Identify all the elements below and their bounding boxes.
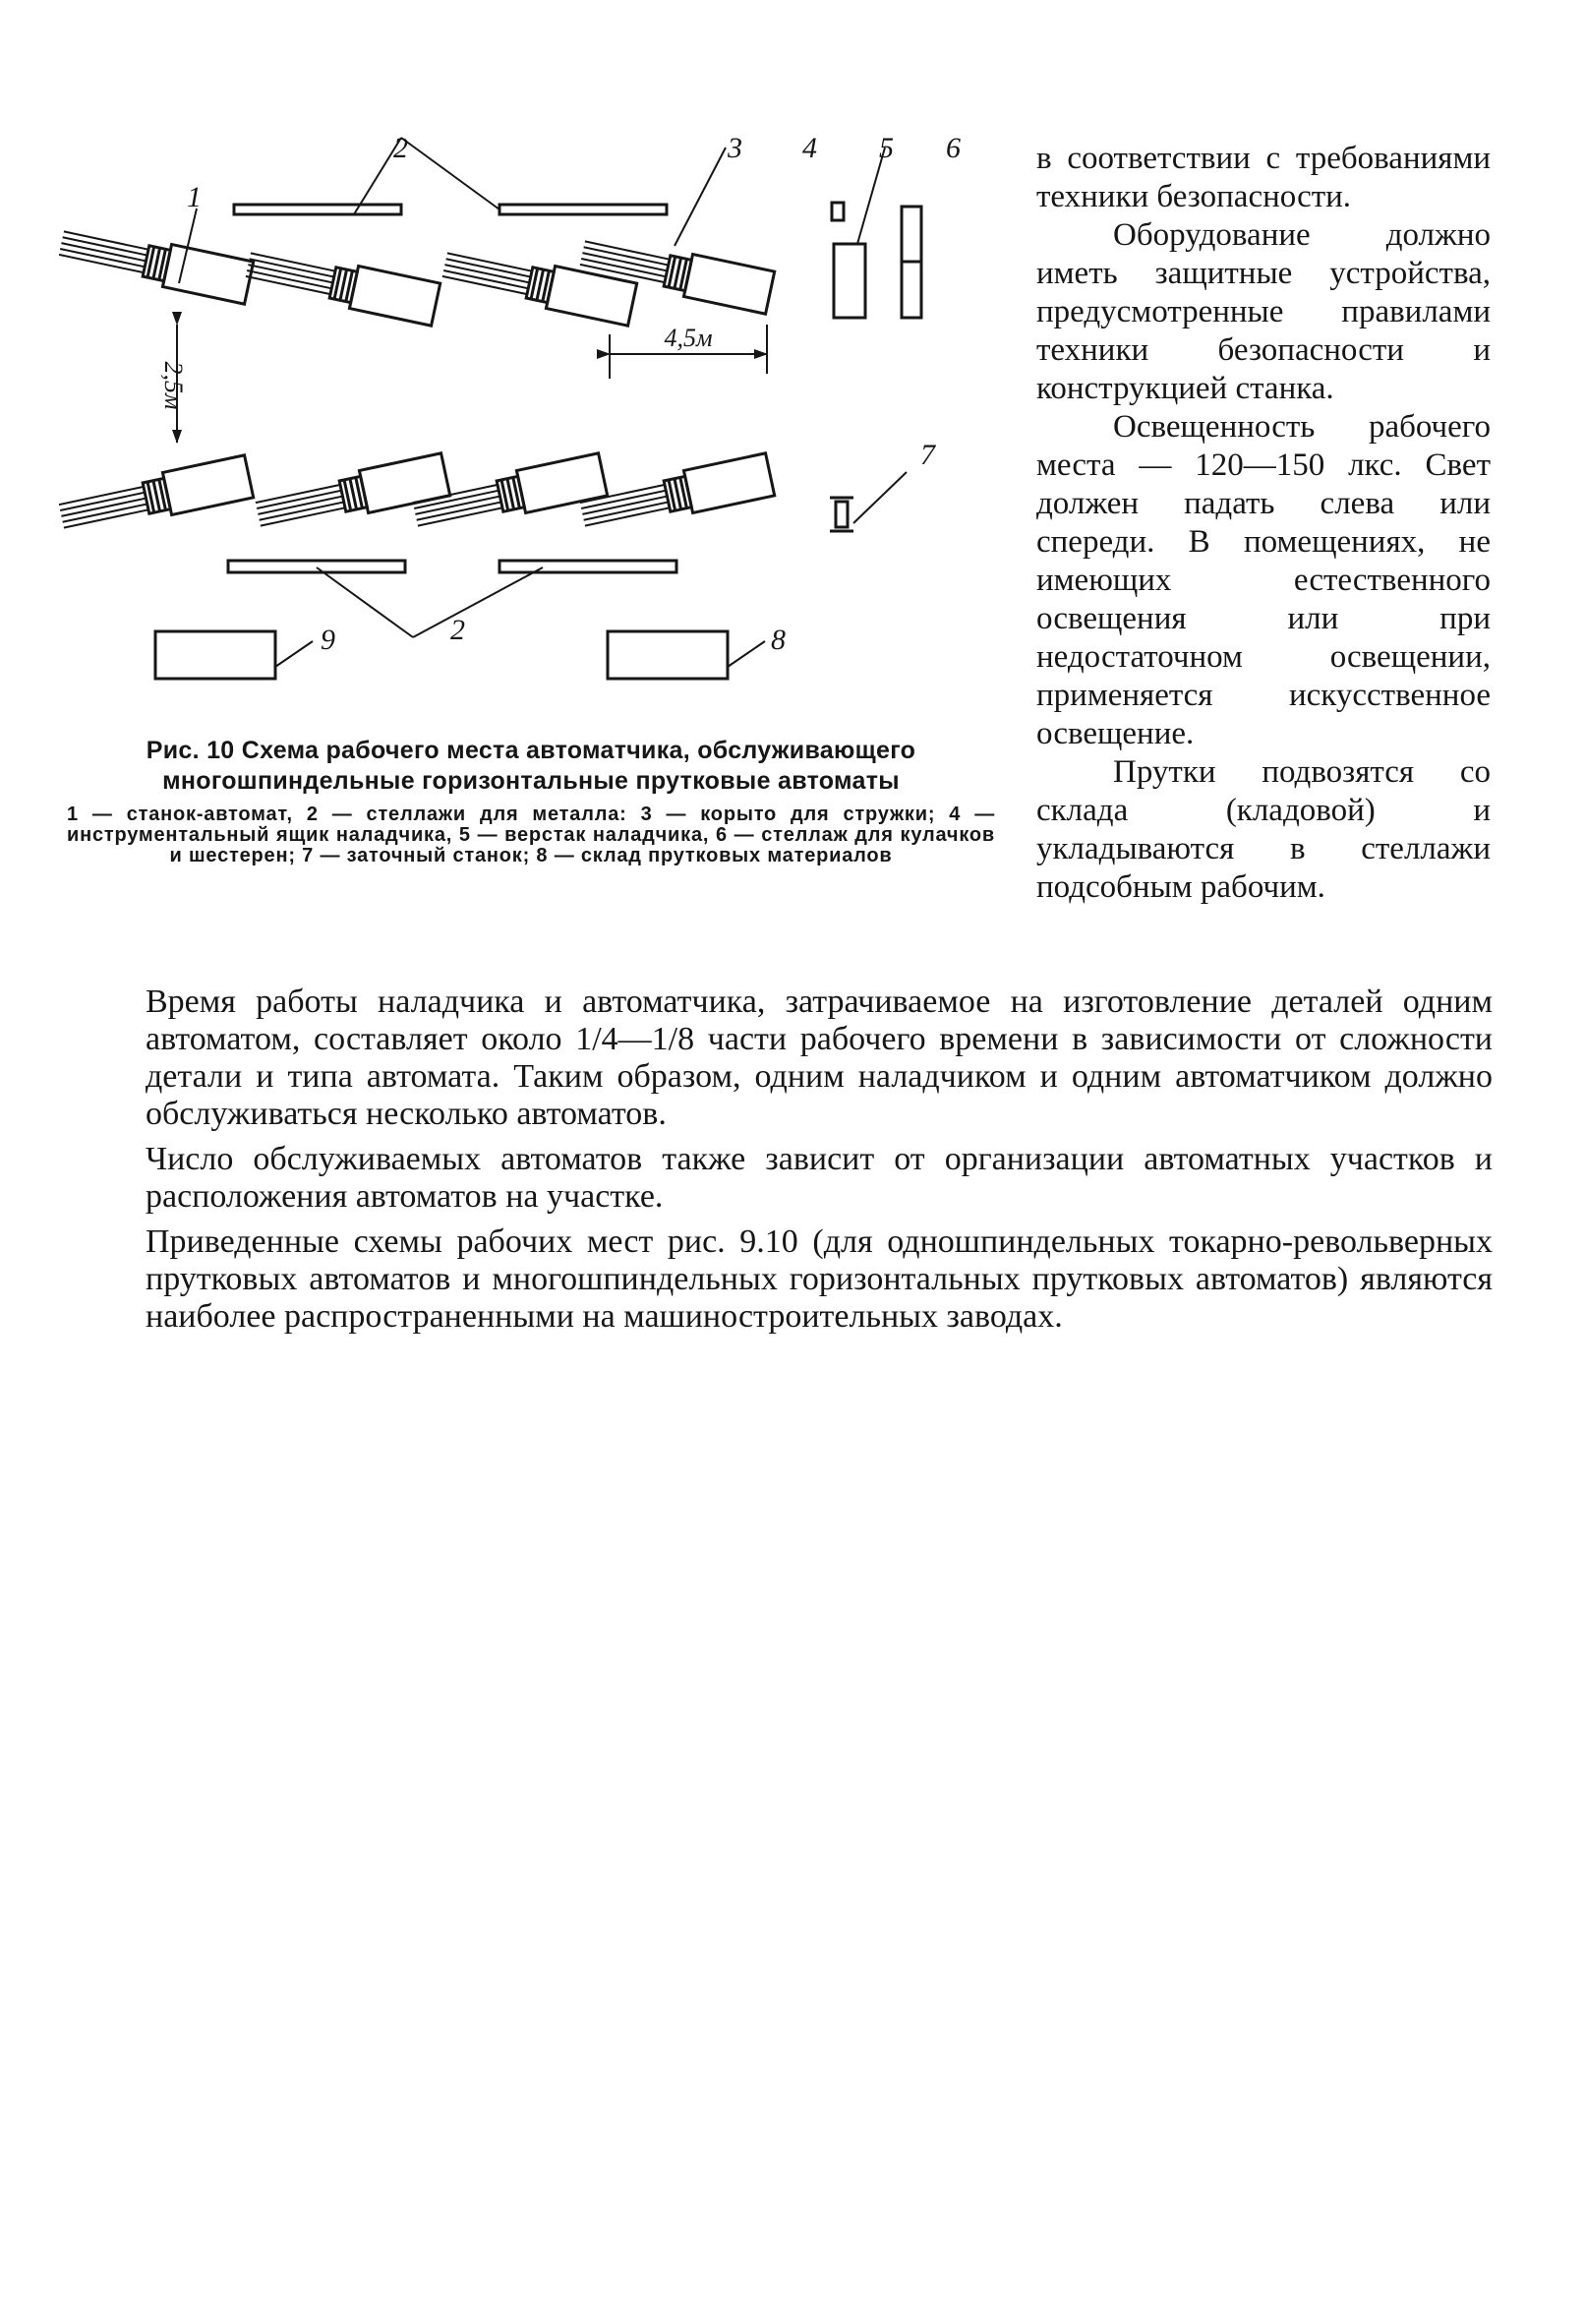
workplace-layout-figure xyxy=(59,128,1003,718)
machine-top-3 xyxy=(440,244,637,327)
bar-storage-right xyxy=(608,631,728,679)
machine-bottom-1 xyxy=(59,455,254,538)
main-paragraph-2: Число обслуживаемых автоматов также зависит от организации автоматных участков и расположения автоматов на участке. xyxy=(146,1141,1493,1215)
main-paragraph-1: Время работы наладчика и автоматчика, затрачиваемое на изготовление деталей одним автоматом, составляет около 1/4—1/8 части рабочего времени в зависимости от сложности детали и типа автомата. Таким образом, одним наладчиком и одним автоматчиком должно обслуживаться несколько автоматов. xyxy=(146,983,1493,1132)
metal-rack-top-left xyxy=(234,205,401,214)
label-2-bottom: 2 xyxy=(450,614,465,646)
dimension-machine-spacing: 4,5м xyxy=(664,324,713,352)
caption-title-line1: Рис. 10 Схема рабочего места автоматчика, обслуживающего xyxy=(146,737,916,764)
side-paragraph-1: в соответствии с требованиями техники безопасности. xyxy=(1036,141,1491,214)
metal-rack-top-right xyxy=(499,205,667,214)
figure-caption xyxy=(59,736,1003,866)
workbench xyxy=(834,244,865,318)
bar-storage-left xyxy=(155,631,275,679)
machine-top-2 xyxy=(244,244,440,327)
label-5: 5 xyxy=(879,132,894,164)
label-4: 4 xyxy=(802,132,817,164)
grinding-machine xyxy=(836,502,848,527)
dimension-row-spacing: 2,5м xyxy=(159,361,188,410)
label-7: 7 xyxy=(920,439,935,471)
label-8: 8 xyxy=(771,624,786,656)
label-9: 9 xyxy=(321,624,335,656)
label-6: 6 xyxy=(946,132,961,164)
caption-legend: 1 — станок-автомат, 2 — стеллажи для металла: 3 — корыто для стружки; 4 — инструментальный ящик наладчика, 5 — верстак наладчика, 6 — стеллаж для кулачков и шестерен; 7 — заточный станок; 8 — склад прутковых материалов xyxy=(67,804,995,866)
side-paragraph-4: Прутки подвозятся со склада (кладовой) и укладываются в стеллажи подсобным рабочим. xyxy=(1036,754,1491,905)
side-paragraph-2: Оборудование должно иметь защитные устройства, предусмотренные правилами техники безопасности и конструкцией станка. xyxy=(1036,217,1491,406)
main-text xyxy=(146,983,1493,1343)
side-column-text xyxy=(1036,140,1491,907)
metal-rack-bottom-left xyxy=(228,561,405,572)
caption-title-line2: многошпиндельные горизонтальные прутковые автоматы xyxy=(162,767,900,795)
label-2-top: 2 xyxy=(393,132,408,164)
machine-top-1 xyxy=(59,222,254,305)
main-paragraph-3: Приведенные схемы рабочих мест рис. 9.10 (для одношпиндельных токарно-револьверных прутковых автоматов и многошпиндельных горизонтальных прутковых автоматов) являются наиболее распространенными на машиностроительных заводах. xyxy=(146,1223,1493,1335)
machine-bottom-2 xyxy=(254,453,450,536)
metal-rack-bottom-right xyxy=(499,561,676,572)
layout-diagram xyxy=(59,128,1003,718)
tool-box xyxy=(832,203,844,220)
side-paragraph-3: Освещенность рабочего места — 120—150 лкс. Свет должен падать слева или спереди. В помещениях, не имеющих естественного освещения или при недостаточном освещении, применяется искусственное освещение. xyxy=(1036,409,1491,751)
label-3: 3 xyxy=(728,132,742,164)
machine-bottom-3 xyxy=(411,453,608,536)
label-1: 1 xyxy=(187,181,202,213)
